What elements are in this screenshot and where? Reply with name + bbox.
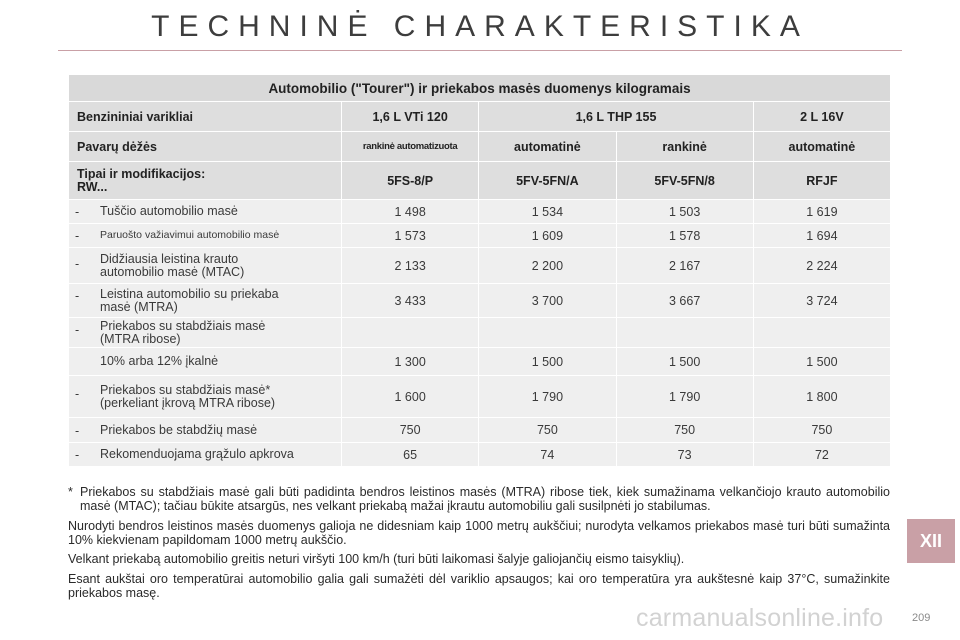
gearbox-cell: automatinė [753, 132, 890, 162]
table-cell: 2 224 [753, 248, 890, 284]
table-heading: Automobilio ("Tourer") ir priekabos masės duomenys kilogramais [69, 75, 891, 102]
table-cell: 3 667 [616, 284, 753, 318]
table-cell: 1 609 [479, 224, 616, 248]
table-cell: 1 694 [753, 224, 890, 248]
engine-cell: 2 L 16V [753, 102, 890, 132]
footnote [68, 486, 890, 513]
page-number: 209 [912, 612, 931, 624]
table-cell: 73 [616, 443, 753, 467]
table-cell: 2 167 [616, 248, 753, 284]
row-label-text: Tuščio automobilio masė [100, 204, 238, 218]
row-label-text [75, 253, 341, 279]
table-cell [753, 318, 890, 348]
table-row [69, 443, 891, 467]
table-cell: 72 [753, 443, 890, 467]
type-cell: 5FV-5FN/A [479, 162, 616, 200]
row-label [69, 318, 342, 348]
row-label-line1: Priekabos su stabdžiais masė [100, 318, 266, 333]
table-cell: 1 790 [479, 376, 616, 418]
table-cell: 750 [616, 418, 753, 443]
footnote-text: Priekabos su stabdžiais masė gali būti padidinta bendros leistinos masės (MTRA) ribose tiek, kiek sumažinama velkančiojo krauto automobilio masė (MTAC); tačiau būkite atsargūs, nes velkant priekabą mažai įkrautu automobiliu gali susilpnėti jo stabilumas. [80, 485, 890, 513]
engine-cell: 1,6 L VTi 120 [342, 102, 479, 132]
row-label [69, 348, 342, 376]
table-cell: 3 433 [342, 284, 479, 318]
gearbox-cell: rankinė [616, 132, 753, 162]
row-label-line2: automobilio masė (MTAC) [100, 264, 245, 279]
gearbox-row [69, 132, 891, 162]
table-cell: 3 700 [479, 284, 616, 318]
row-label-line2: (perkeliant įkrovą MTRA ribose) [100, 395, 276, 410]
table-cell: 1 500 [479, 348, 616, 376]
row-dash: - [75, 423, 80, 438]
table-cell: 1 578 [616, 224, 753, 248]
chapter-tab: XII [907, 519, 955, 563]
altitude-note: Nurodyti bendros leistinos masės duomenys galioja ne didesniam kaip 1000 metrų aukščiui; nurodyta velkamos priekabos masė turi būti sumažinta 10% kiekvienam papildomam 1000 metrų aukščio. [68, 519, 890, 547]
row-dash: - [75, 289, 80, 303]
row-label [69, 376, 342, 418]
gearbox-cell: rankinė automatizuota [342, 132, 479, 162]
engine-row [69, 102, 891, 132]
table-cell: 1 503 [616, 200, 753, 224]
table-cell: 3 724 [753, 284, 890, 318]
page-title: TECHNINĖ CHARAKTERISTIKA [151, 10, 809, 43]
title-divider [58, 50, 902, 51]
type-row [69, 162, 891, 200]
table-cell: 1 500 [753, 348, 890, 376]
row-label [69, 443, 342, 467]
type-label-line2: RW... [77, 179, 108, 194]
type-cell: 5FV-5FN/8 [616, 162, 753, 200]
row-label-text: Priekabos be stabdžių masė [100, 422, 258, 437]
table-cell: 1 300 [342, 348, 479, 376]
row-label-text [75, 288, 341, 314]
table-cell: 1 498 [342, 200, 479, 224]
table-cell: 1 500 [616, 348, 753, 376]
table-cell: 750 [479, 418, 616, 443]
table-cell: 2 133 [342, 248, 479, 284]
table-cell: 1 573 [342, 224, 479, 248]
row-dash: - [75, 387, 80, 401]
row-label-line1: Priekabos su stabdžiais masė* [100, 382, 271, 397]
table-cell: 750 [342, 418, 479, 443]
type-cell: RFJF [753, 162, 890, 200]
table-cell: 1 534 [479, 200, 616, 224]
table-cell [616, 318, 753, 348]
row-label-text: 10% arba 12% įkalnė [100, 354, 219, 368]
notes-section [68, 486, 890, 606]
type-label [69, 162, 342, 200]
engine-label: Benzininiai varikliai [69, 102, 342, 132]
row-dash: - [75, 205, 80, 219]
temperature-note: Esant aukštai oro temperatūrai automobilio galia gali sumažėti dėl variklio apsaugos; kai oro temperatūra yra aukštesnė kaip 37°C, sumažinkite priekabos masę. [68, 571, 890, 600]
row-label-line2: (MTRA ribose) [100, 331, 181, 346]
table-cell: 1 790 [616, 376, 753, 418]
type-label-line1: Tipai ir modifikacijos: [77, 166, 206, 181]
table-cell: 2 200 [479, 248, 616, 284]
type-cell: 5FS-8/P [342, 162, 479, 200]
table-heading-row [69, 75, 891, 102]
footnote-star: * [68, 485, 73, 499]
row-dash: - [75, 257, 80, 271]
table-row [69, 418, 891, 443]
row-dash: - [75, 229, 80, 243]
speed-note: Velkant priekabą automobilio greitis neturi viršyti 100 km/h (turi būti laikomasi šalyje galiojančių eismo taisyklių). [68, 552, 685, 567]
row-label-text [75, 384, 341, 410]
row-label-text [75, 320, 341, 346]
table-row [69, 200, 891, 224]
table-cell: 74 [479, 443, 616, 467]
mass-data-table [68, 74, 891, 467]
row-label [69, 224, 342, 248]
table-cell: 65 [342, 443, 479, 467]
table-cell [342, 318, 479, 348]
table-cell: 1 600 [342, 376, 479, 418]
table-row [69, 318, 891, 348]
table-cell: 1 800 [753, 376, 890, 418]
row-label-line1: Leistina automobilio su priekaba [100, 286, 279, 301]
row-dash: - [75, 448, 80, 462]
row-label-line2: masė (MTRA) [100, 299, 178, 314]
table-row [69, 348, 891, 376]
engine-cell: 1,6 L THP 155 [479, 102, 754, 132]
table-row [69, 248, 891, 284]
table-row [69, 376, 891, 418]
gearbox-cell: automatinė [479, 132, 616, 162]
table-row [69, 284, 891, 318]
row-label [69, 418, 342, 443]
gearbox-label: Pavarų dėžės [69, 132, 342, 162]
row-label-line1: Didžiausia leistina krauto [100, 251, 239, 266]
table-cell [479, 318, 616, 348]
row-label-text: Rekomenduojama grąžulo apkrova [100, 447, 294, 461]
table-cell: 750 [753, 418, 890, 443]
table-row [69, 224, 891, 248]
table-cell: 1 619 [753, 200, 890, 224]
row-label [69, 200, 342, 224]
row-label [69, 248, 342, 284]
row-label-text: Paruošto važiavimui automobilio masė [100, 229, 280, 241]
watermark: carmanualsonline.info [636, 604, 884, 632]
row-label [69, 284, 342, 318]
row-dash: - [75, 323, 80, 337]
